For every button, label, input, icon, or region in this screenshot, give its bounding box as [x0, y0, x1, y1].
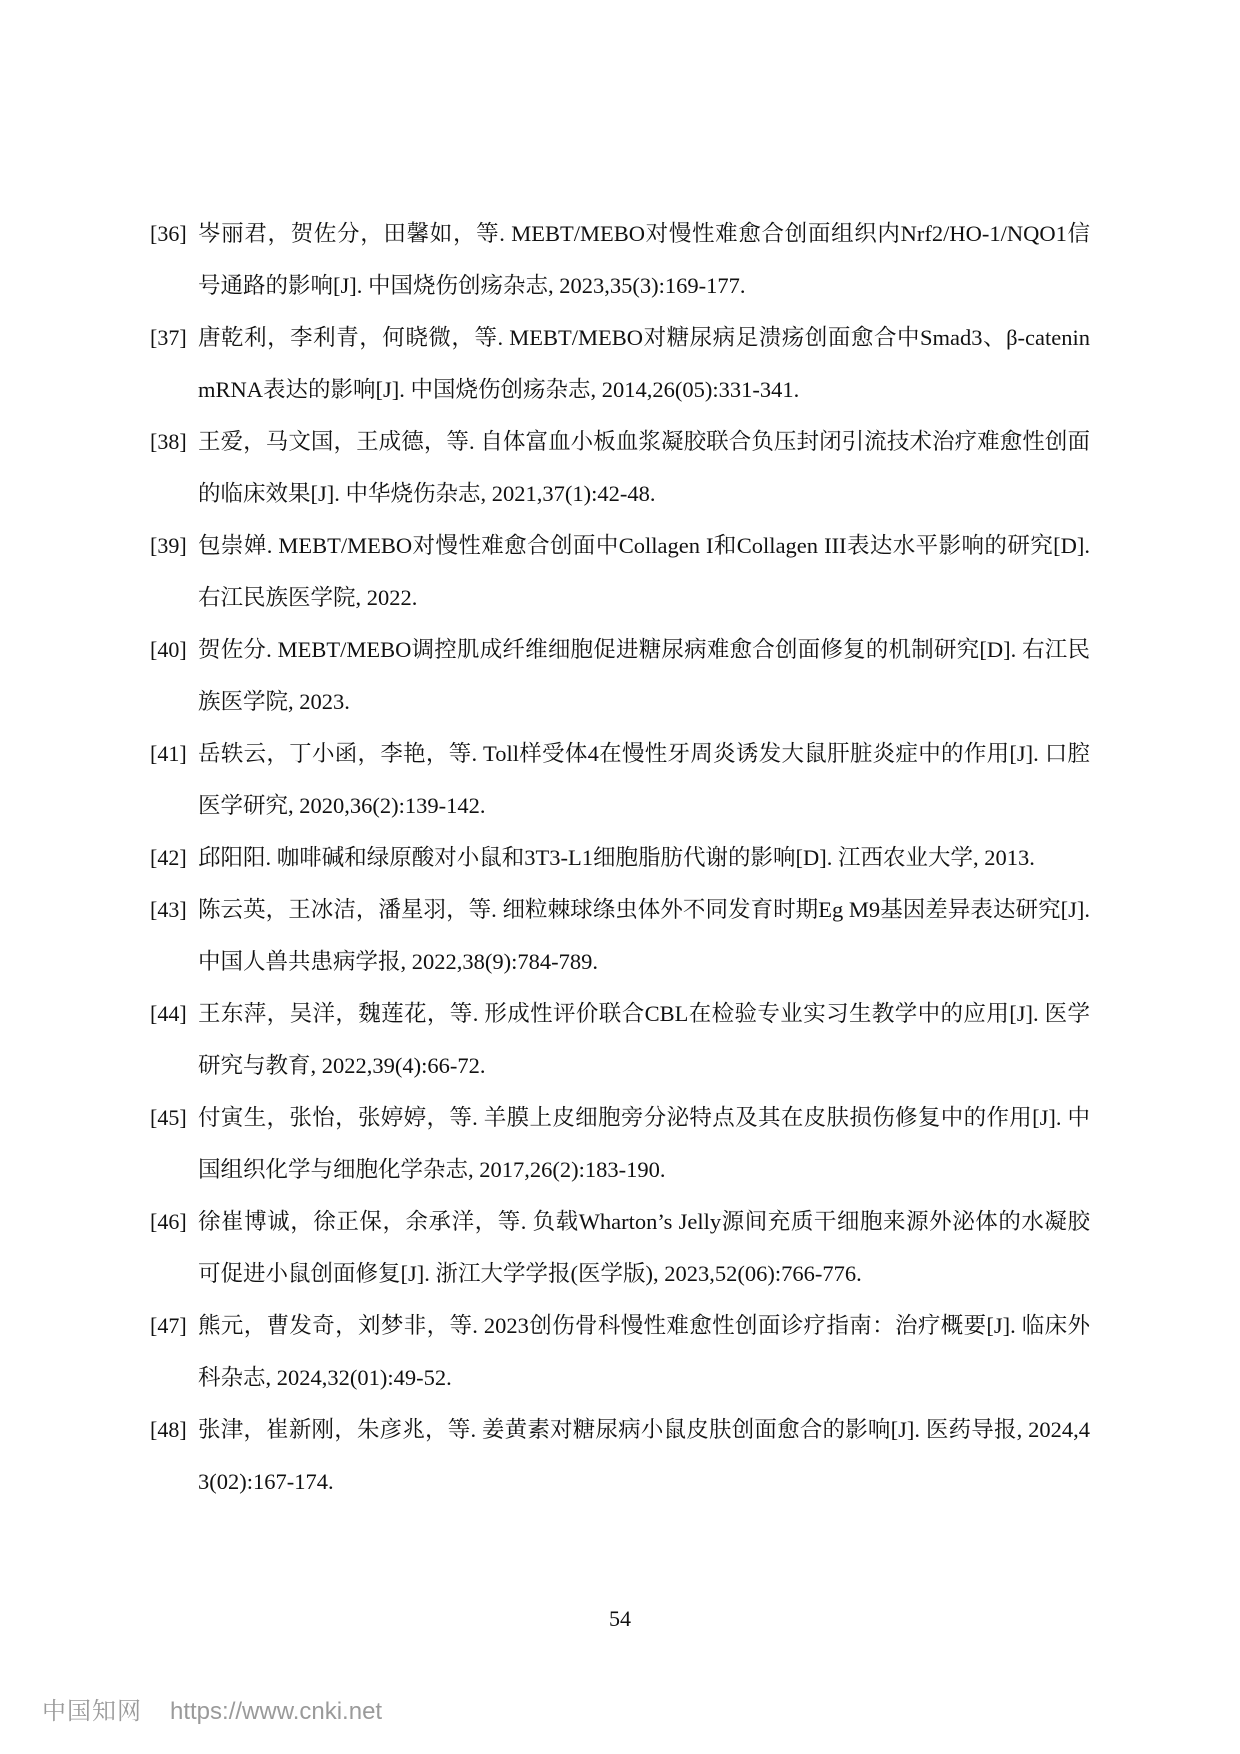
- reference-item: [150, 728, 1090, 832]
- reference-text: 王东萍，吴洋，魏莲花，等. 形成性评价联合CBL在检验专业实习生教学中的应用[J]. 医学研究与教育, 2022,39(4):66-72.: [198, 1001, 1090, 1078]
- reference-number: [47]: [150, 1313, 187, 1338]
- footer-url[interactable]: https://www.cnki.net: [170, 1698, 383, 1725]
- reference-text: 张津，崔新刚，朱彦兆，等. 姜黄素对糖尿病小鼠皮肤创面愈合的影响[J]. 医药导报, 2024,43(02):167-174.: [198, 1417, 1090, 1494]
- reference-text: 王爱，马文国，王成德，等. 自体富血小板血浆凝胶联合负压封闭引流技术治疗难愈性创面的临床效果[J]. 中华烧伤杂志, 2021,37(1):42-48.: [198, 429, 1090, 506]
- reference-text: 岳轶云，丁小函，李艳，等. Toll样受体4在慢性牙周炎诱发大鼠肝脏炎症中的作用[J]. 口腔医学研究, 2020,36(2):139-142.: [198, 741, 1090, 818]
- reference-item: [150, 1092, 1090, 1196]
- reference-number: [48]: [150, 1417, 187, 1442]
- reference-item: [150, 208, 1090, 312]
- reference-text: 徐崔博诚，徐正保，余承洋，等. 负载Wharton’s Jelly源间充质干细胞来源外泌体的水凝胶可促进小鼠创面修复[J]. 浙江大学学报(医学版), 2023,52(06):766-776.: [198, 1209, 1090, 1286]
- reference-number: [36]: [150, 221, 187, 246]
- reference-item: [150, 624, 1090, 728]
- reference-text: 贺佐分. MEBT/MEBO调控肌成纤维细胞促进糖尿病难愈合创面修复的机制研究[D]. 右江民族医学院, 2023.: [198, 637, 1090, 714]
- reference-number: [37]: [150, 325, 187, 350]
- reference-item: [150, 1404, 1090, 1508]
- reference-text: 唐乾利，李利青，何晓微，等. MEBT/MEBO对糖尿病足溃疡创面愈合中Smad3、β-catenin mRNA表达的影响[J]. 中国烧伤创疡杂志, 2014,26(05):331-341.: [198, 325, 1090, 402]
- reference-item: [150, 884, 1090, 988]
- reference-item: [150, 988, 1090, 1092]
- reference-number: [38]: [150, 429, 187, 454]
- reference-number: [44]: [150, 1001, 187, 1026]
- reference-text: 包崇婵. MEBT/MEBO对慢性难愈合创面中Collagen I和Collagen III表达水平影响的研究[D]. 右江民族医学院, 2022.: [198, 533, 1090, 610]
- reference-text: 陈云英，王冰洁，潘星羽，等. 细粒棘球绦虫体外不同发育时期Eg M9基因差异表达研究[J]. 中国人兽共患病学报, 2022,38(9):784-789.: [198, 897, 1090, 974]
- reference-list: [150, 208, 1090, 1508]
- reference-item: [150, 520, 1090, 624]
- cnki-logo-text: 中国知网: [42, 1698, 142, 1725]
- reference-number: [45]: [150, 1105, 187, 1130]
- page-number: 54: [609, 1606, 631, 1631]
- reference-number: [43]: [150, 897, 187, 922]
- reference-text: 熊元，曹发奇，刘梦非，等. 2023创伤骨科慢性难愈性创面诊疗指南：治疗概要[J]. 临床外科杂志, 2024,32(01):49-52.: [198, 1313, 1090, 1390]
- reference-text: 付寅生，张怡，张婷婷，等. 羊膜上皮细胞旁分泌特点及其在皮肤损伤修复中的作用[J]. 中国组织化学与细胞化学杂志, 2017,26(2):183-190.: [198, 1105, 1090, 1182]
- reference-item: [150, 1300, 1090, 1404]
- reference-text: 邱阳阳. 咖啡碱和绿原酸对小鼠和3T3-L1细胞脂肪代谢的影响[D]. 江西农业大学, 2013.: [198, 845, 1035, 870]
- reference-item: [150, 1196, 1090, 1300]
- reference-item: [150, 312, 1090, 416]
- reference-number: [39]: [150, 533, 187, 558]
- footer-watermark: [42, 1691, 382, 1726]
- reference-number: [40]: [150, 637, 187, 662]
- reference-item: [150, 416, 1090, 520]
- reference-number: [42]: [150, 845, 187, 870]
- reference-text: 岑丽君，贺佐分，田馨如，等. MEBT/MEBO对慢性难愈合创面组织内Nrf2/HO-1/NQO1信号通路的影响[J]. 中国烧伤创疡杂志, 2023,35(3):169-177.: [198, 221, 1090, 298]
- reference-item: [150, 832, 1090, 884]
- reference-number: [41]: [150, 741, 187, 766]
- reference-number: [46]: [150, 1209, 187, 1234]
